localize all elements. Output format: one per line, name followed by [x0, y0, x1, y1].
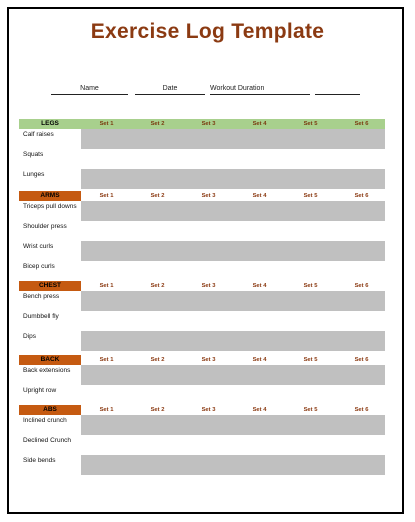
exercise-row	[19, 365, 385, 385]
workout-duration-field[interactable]	[210, 85, 310, 92]
exercise-name: Shoulder press	[23, 223, 67, 230]
set-label: Set 4	[252, 407, 267, 413]
date-field-label: Date	[162, 85, 178, 92]
set-label: Set 1	[99, 193, 114, 199]
exercise-row	[19, 149, 385, 169]
set-label: Set 4	[252, 357, 267, 363]
exercise-row	[19, 291, 385, 311]
exercise-row	[19, 129, 385, 149]
set-header-row	[81, 281, 385, 291]
set-label: Set 2	[150, 193, 165, 199]
set-label: Set 3	[201, 357, 216, 363]
extra-field-line	[315, 94, 360, 95]
set-label: Set 1	[99, 283, 114, 289]
set-label: Set 1	[99, 357, 114, 363]
date-field-line	[135, 94, 205, 95]
set-entry-cells[interactable]	[81, 331, 385, 351]
page-title: Exercise Log Template	[90, 20, 325, 43]
set-label: Set 5	[303, 407, 318, 413]
section-chest	[19, 281, 385, 351]
set-header-row	[81, 405, 385, 415]
set-label: Set 6	[354, 121, 369, 127]
set-entry-cells[interactable]	[81, 435, 385, 455]
set-label: Set 2	[150, 357, 165, 363]
set-entry-cells[interactable]	[81, 415, 385, 435]
exercise-name: Dips	[23, 333, 37, 340]
section-name: CHEST	[19, 281, 81, 291]
section-back	[19, 355, 385, 405]
exercise-name: Bicep curls	[23, 263, 55, 270]
date-field[interactable]	[135, 85, 205, 92]
workout-duration-label: Workout Duration	[210, 85, 265, 92]
set-entry-cells[interactable]	[81, 201, 385, 221]
set-label: Set 5	[303, 121, 318, 127]
exercise-name: Bench press	[23, 293, 60, 300]
set-header-row	[81, 355, 385, 365]
set-entry-cells[interactable]	[81, 311, 385, 331]
set-label: Set 6	[354, 357, 369, 363]
section-arms	[19, 191, 385, 281]
exercise-name: Wrist curls	[23, 243, 54, 250]
exercise-row	[19, 241, 385, 261]
exercise-name: Declined Crunch	[23, 437, 72, 444]
set-label: Set 6	[354, 283, 369, 289]
section-header	[19, 191, 385, 201]
section-name: LEGS	[19, 119, 81, 129]
set-label: Set 3	[201, 121, 216, 127]
exercise-row	[19, 201, 385, 221]
set-label: Set 4	[252, 121, 267, 127]
exercise-row	[19, 311, 385, 331]
section-name: ABS	[19, 405, 81, 415]
section-name: BACK	[19, 355, 81, 365]
exercise-name: Side bends	[23, 457, 56, 464]
set-label: Set 3	[201, 407, 216, 413]
set-label: Set 1	[99, 407, 114, 413]
exercise-name: Upright row	[23, 387, 57, 394]
exercise-name: Lunges	[23, 171, 45, 178]
set-label: Set 2	[150, 121, 165, 127]
exercise-row	[19, 221, 385, 241]
set-entry-cells[interactable]	[81, 221, 385, 241]
exercise-row	[19, 415, 385, 435]
set-entry-cells[interactable]	[81, 365, 385, 385]
set-label: Set 6	[354, 193, 369, 199]
exercise-name: Squats	[23, 151, 44, 158]
exercise-row	[19, 331, 385, 351]
set-label: Set 6	[354, 407, 369, 413]
set-entry-cells[interactable]	[81, 291, 385, 311]
set-header-row	[81, 119, 385, 129]
set-label: Set 2	[150, 283, 165, 289]
exercise-name: Calf raises	[23, 131, 54, 138]
exercise-row	[19, 385, 385, 405]
set-label: Set 3	[201, 193, 216, 199]
exercise-name: Back extensions	[23, 367, 71, 374]
section-legs	[19, 119, 385, 189]
set-entry-cells[interactable]	[81, 455, 385, 475]
name-field-line	[51, 94, 128, 95]
set-label: Set 5	[303, 193, 318, 199]
set-label: Set 3	[201, 283, 216, 289]
exercise-name: Inclined crunch	[23, 417, 67, 424]
exercise-row	[19, 435, 385, 455]
section-abs	[19, 405, 385, 475]
set-label: Set 5	[303, 357, 318, 363]
name-field-label: Name	[80, 85, 99, 92]
set-entry-cells[interactable]	[81, 385, 385, 405]
set-entry-cells[interactable]	[81, 129, 385, 149]
set-entry-cells[interactable]	[81, 169, 385, 189]
set-entry-cells[interactable]	[81, 241, 385, 261]
set-label: Set 5	[303, 283, 318, 289]
name-field[interactable]	[51, 85, 128, 92]
section-header	[19, 119, 385, 129]
workout-duration-line	[210, 94, 310, 95]
set-entry-cells[interactable]	[81, 149, 385, 169]
exercise-name: Triceps pull downs	[23, 203, 77, 210]
set-label: Set 4	[252, 193, 267, 199]
exercise-row	[19, 169, 385, 189]
set-header-row	[81, 191, 385, 201]
set-label: Set 4	[252, 283, 267, 289]
section-header	[19, 405, 385, 415]
set-entry-cells[interactable]	[81, 261, 385, 281]
section-header	[19, 355, 385, 365]
set-label: Set 2	[150, 407, 165, 413]
set-label: Set 1	[99, 121, 114, 127]
exercise-row	[19, 455, 385, 475]
section-name: ARMS	[19, 191, 81, 201]
exercise-row	[19, 261, 385, 281]
section-header	[19, 281, 385, 291]
exercise-name: Dumbbell fly	[23, 313, 59, 320]
